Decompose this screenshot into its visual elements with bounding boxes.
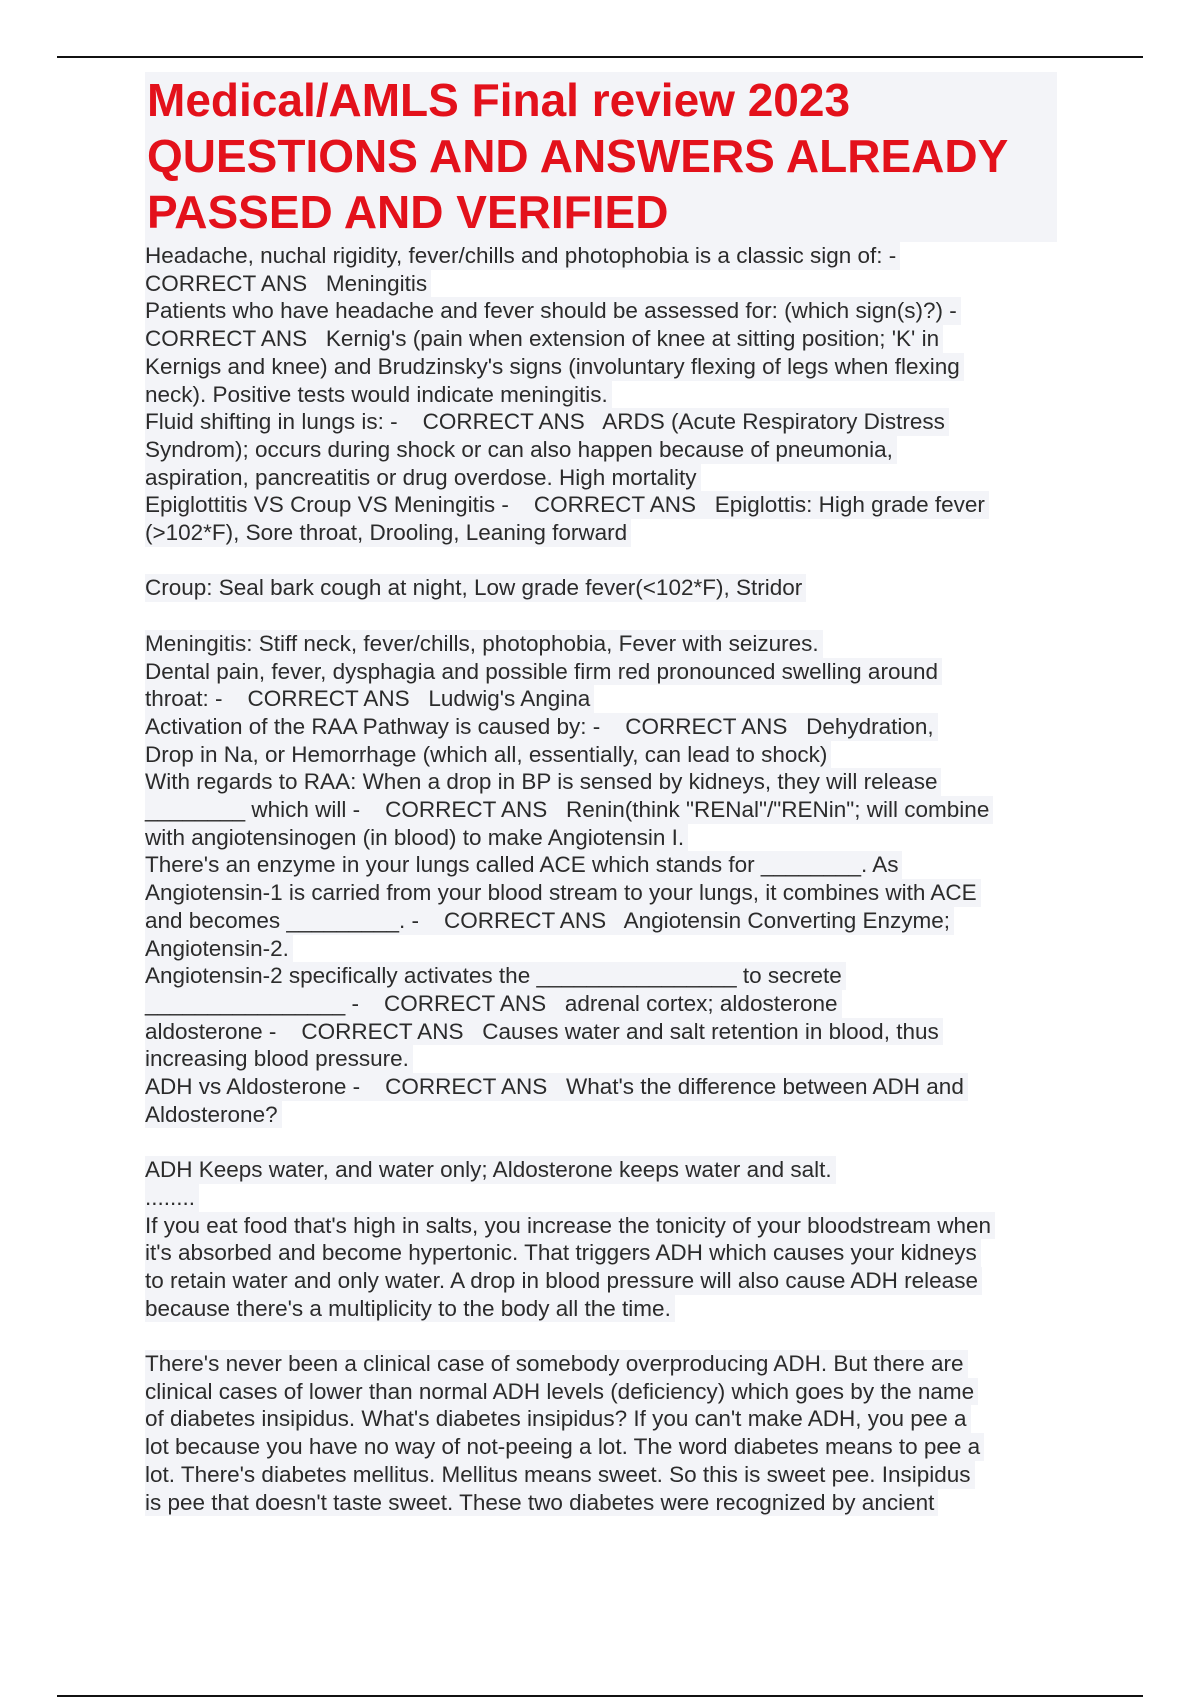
- text-line: of diabetes insipidus. What's diabetes insipidus? If you can't make ADH, you pee a: [145, 1405, 971, 1433]
- document-body: [145, 242, 1057, 1516]
- text-line: lot because you have no way of not-peeing a lot. The word diabetes means to pee a: [145, 1433, 984, 1461]
- text-line: There's an enzyme in your lungs called ACE which stands for ________. As: [145, 851, 902, 879]
- text-line: to retain water and only water. A drop in blood pressure will also cause ADH release: [145, 1267, 982, 1295]
- text-line: Epiglottitis VS Croup VS Meningitis - CORRECT ANS Epiglottis: High grade fever: [145, 491, 989, 519]
- text-line: If you eat food that's high in salts, you increase the tonicity of your bloodstream when: [145, 1212, 995, 1240]
- title-line: PASSED AND VERIFIED: [147, 186, 669, 238]
- text-line: increasing blood pressure.: [145, 1045, 413, 1073]
- blank-line: [145, 602, 1057, 630]
- text-line: CORRECT ANS Meningitis: [145, 270, 431, 298]
- title-line: QUESTIONS AND ANSWERS ALREADY: [147, 130, 1009, 182]
- document-title: [145, 72, 1057, 242]
- blank-line: [145, 1128, 1057, 1156]
- text-line: clinical cases of lower than normal ADH levels (deficiency) which goes by the name: [145, 1378, 978, 1406]
- text-line: Aldosterone?: [145, 1101, 282, 1129]
- text-line: with angiotensinogen (in blood) to make Angiotensin I.: [145, 824, 688, 852]
- top-rule: [57, 56, 1143, 58]
- text-line: Angiotensin-2 specifically activates the ________________ to secrete: [145, 962, 846, 990]
- text-line: ADH Keeps water, and water only; Aldosterone keeps water and salt.: [145, 1156, 836, 1184]
- text-line: because there's a multiplicity to the body all the time.: [145, 1295, 675, 1323]
- text-line: Patients who have headache and fever should be assessed for: (which sign(s)?) -: [145, 297, 961, 325]
- text-line: Fluid shifting in lungs is: - CORRECT ANS ARDS (Acute Respiratory Distress: [145, 408, 949, 436]
- text-line: ........: [145, 1184, 199, 1212]
- text-line: aspiration, pancreatitis or drug overdose. High mortality: [145, 464, 701, 492]
- text-line: neck). Positive tests would indicate meningitis.: [145, 381, 612, 409]
- text-line: With regards to RAA: When a drop in BP is sensed by kidneys, they will release: [145, 768, 941, 796]
- text-line: ________ which will - CORRECT ANS Renin(think "RENal"/"RENin"; will combine: [145, 796, 993, 824]
- text-line: Headache, nuchal rigidity, fever/chills and photophobia is a classic sign of: -: [145, 242, 900, 270]
- text-line: Dental pain, fever, dysphagia and possible firm red pronounced swelling around: [145, 658, 942, 686]
- text-line: ________________ - CORRECT ANS adrenal cortex; aldosterone: [145, 990, 842, 1018]
- text-line: it's absorbed and become hypertonic. That triggers ADH which causes your kidneys: [145, 1239, 981, 1267]
- text-line: Kernigs and knee) and Brudzinsky's signs (involuntary flexing of legs when flexing: [145, 353, 964, 381]
- text-line: Meningitis: Stiff neck, fever/chills, photophobia, Fever with seizures.: [145, 630, 823, 658]
- text-line: aldosterone - CORRECT ANS Causes water and salt retention in blood, thus: [145, 1018, 943, 1046]
- text-line: lot. There's diabetes mellitus. Mellitus means sweet. So this is sweet pee. Insipidus: [145, 1461, 975, 1489]
- text-line: is pee that doesn't taste sweet. These two diabetes were recognized by ancient: [145, 1489, 938, 1517]
- document-page: [145, 72, 1057, 1516]
- text-line: and becomes _________. - CORRECT ANS Angiotensin Converting Enzyme;: [145, 907, 954, 935]
- title-line: Medical/AMLS Final review 2023: [147, 74, 851, 126]
- blank-line: [145, 1322, 1057, 1350]
- text-line: throat: - CORRECT ANS Ludwig's Angina: [145, 685, 594, 713]
- text-line: ADH vs Aldosterone - CORRECT ANS What's the difference between ADH and: [145, 1073, 968, 1101]
- text-line: Drop in Na, or Hemorrhage (which all, essentially, can lead to shock): [145, 741, 831, 769]
- text-line: Angiotensin-1 is carried from your blood stream to your lungs, it combines with ACE: [145, 879, 981, 907]
- bottom-rule: [57, 1695, 1143, 1697]
- text-line: Croup: Seal bark cough at night, Low grade fever(<102*F), Stridor: [145, 574, 806, 602]
- text-line: Syndrom); occurs during shock or can also happen because of pneumonia,: [145, 436, 897, 464]
- text-line: CORRECT ANS Kernig's (pain when extension of knee at sitting position; 'K' in: [145, 325, 943, 353]
- text-line: Activation of the RAA Pathway is caused by: - CORRECT ANS Dehydration,: [145, 713, 938, 741]
- text-line: There's never been a clinical case of somebody overproducing ADH. But there are: [145, 1350, 968, 1378]
- text-line: (>102*F), Sore throat, Drooling, Leaning forward: [145, 519, 631, 547]
- blank-line: [145, 547, 1057, 575]
- text-line: Angiotensin-2.: [145, 935, 293, 963]
